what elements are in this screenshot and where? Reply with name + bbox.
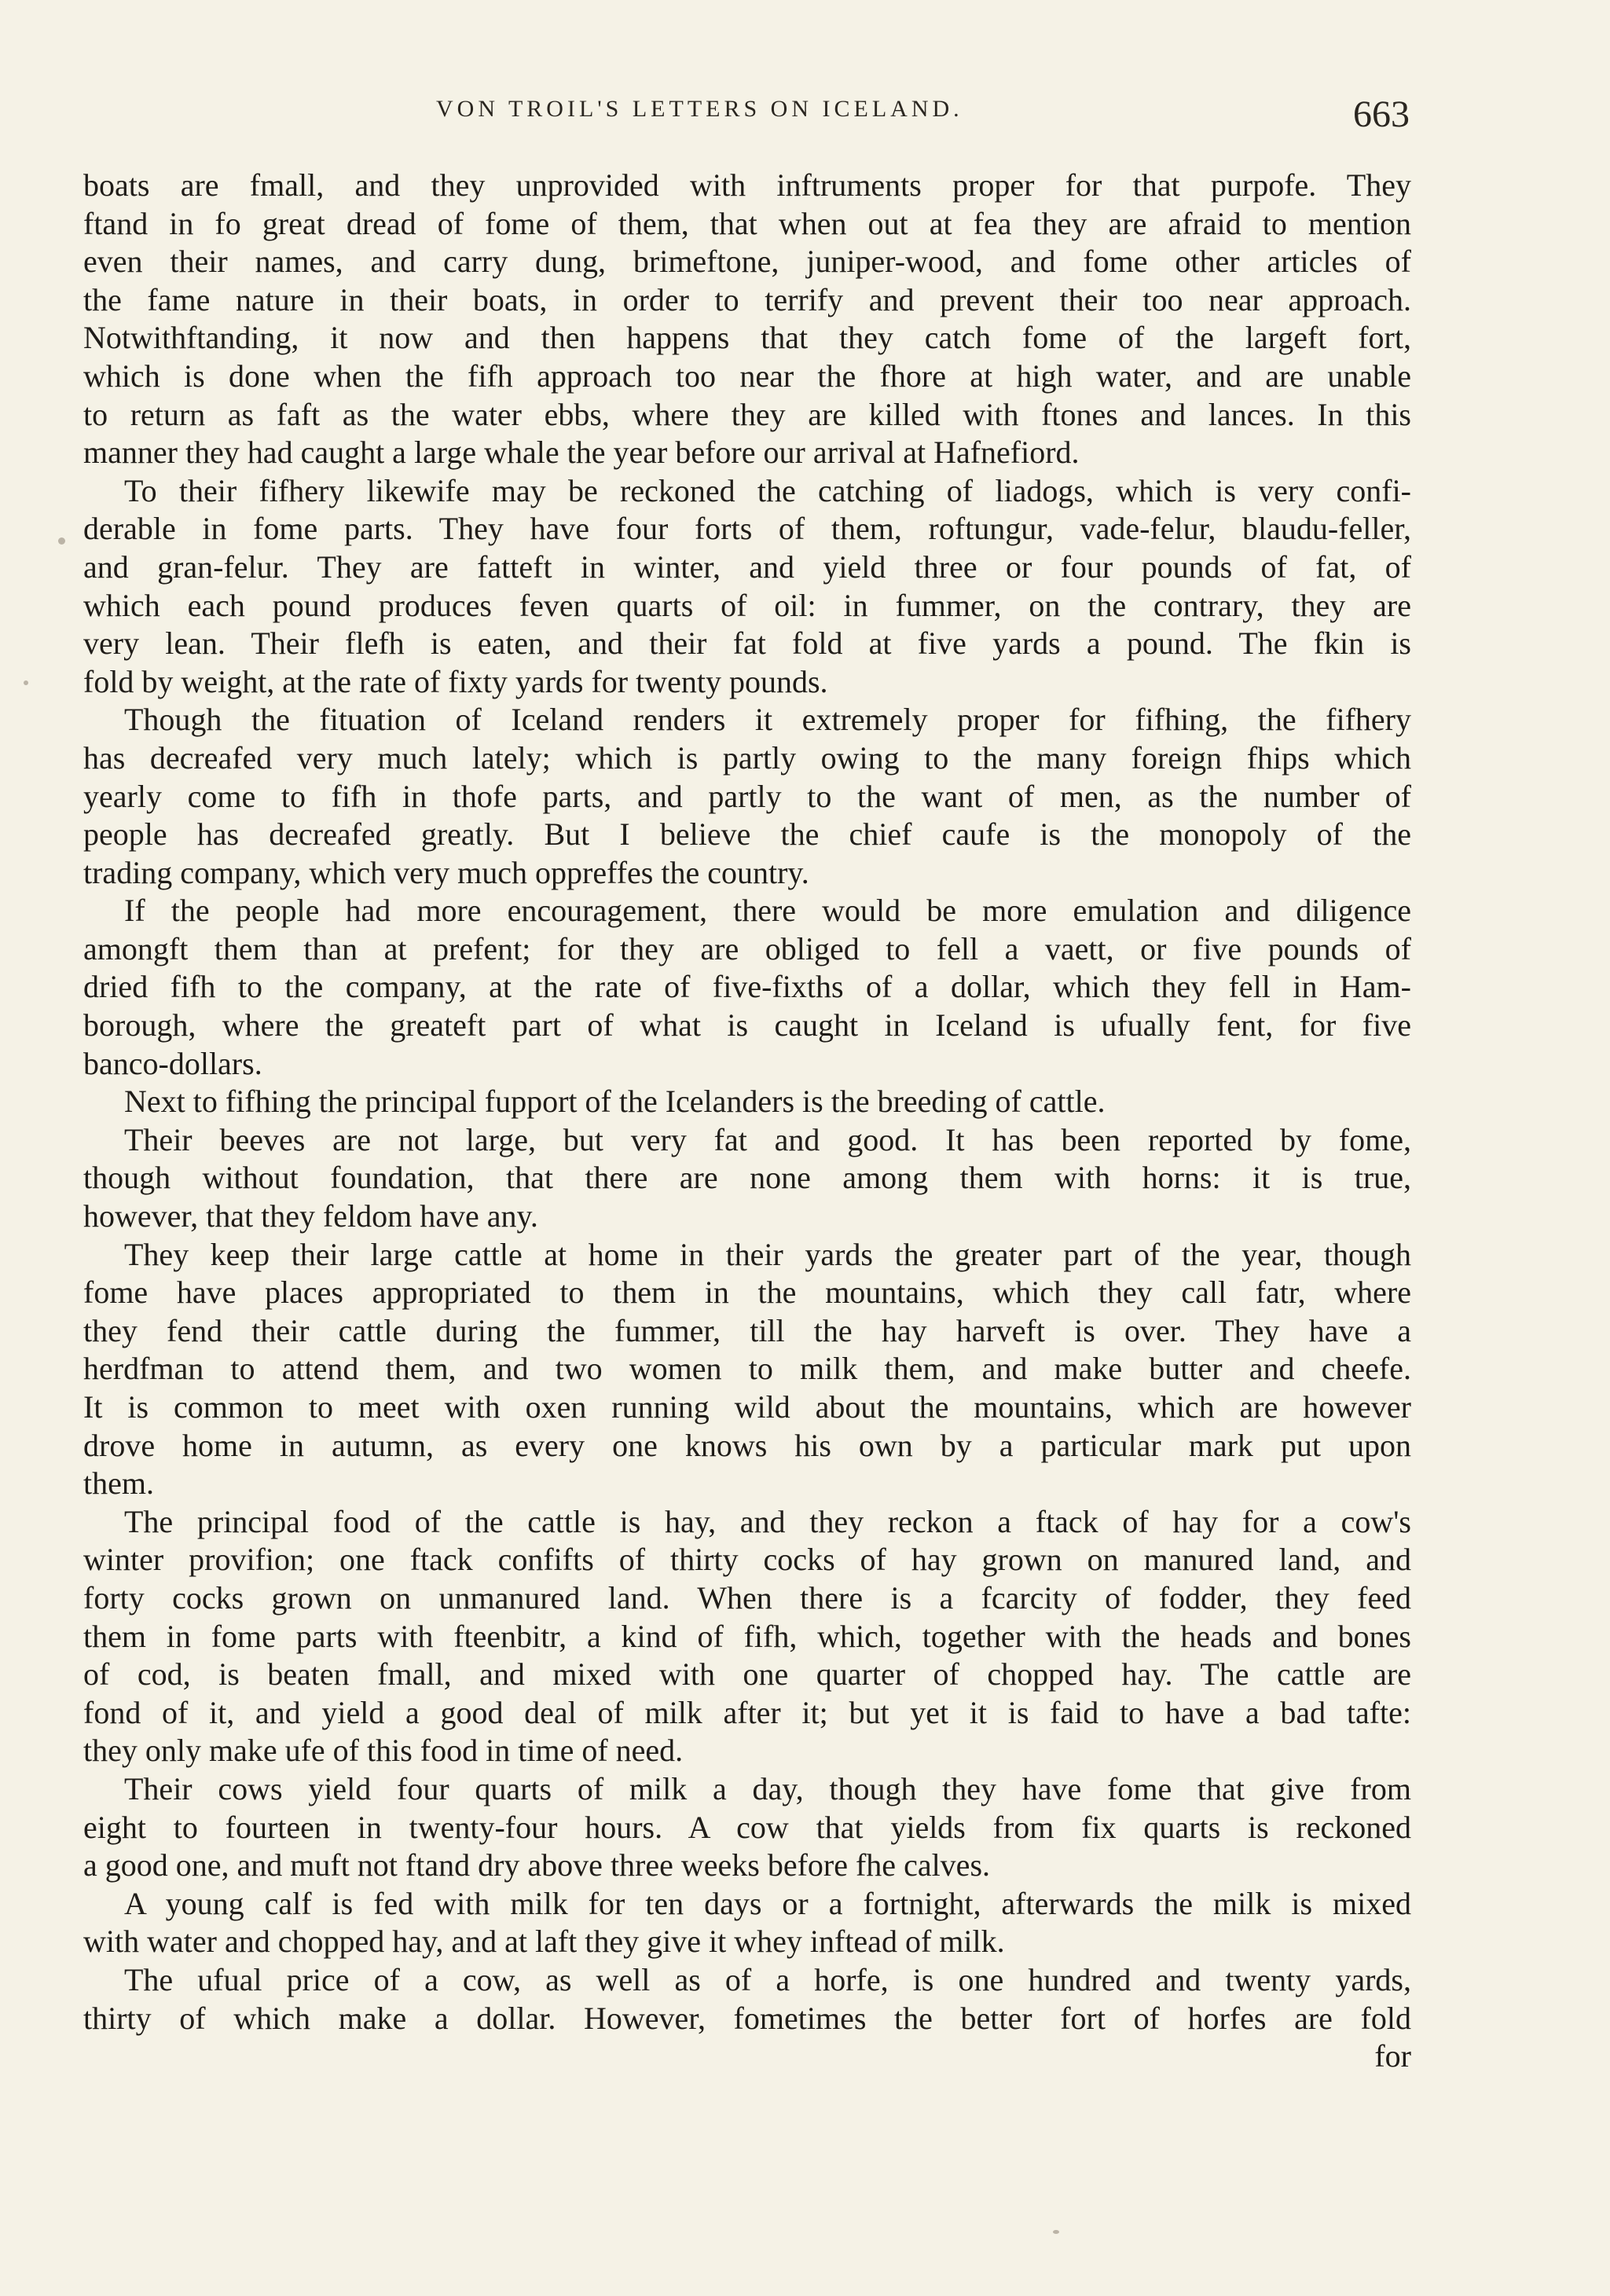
text-line: with water and chopped hay, and at laft they give it whey inftead of milk. — [83, 1924, 1005, 1960]
text-line: which is done when the fifh approach too near the fhore at high water, and are unable — [83, 358, 1411, 394]
margin-speck — [58, 537, 65, 545]
text-line: The ufual price of a cow, as well as of a horfe, is one hundred and twenty yards, — [124, 1961, 1411, 1997]
text-line: borough, where the greateft part of what is caught in Iceland is ufually fent, for five — [83, 1007, 1411, 1043]
text-line: The principal food of the cattle is hay, and they reckon a ftack of hay for a cow's — [124, 1503, 1411, 1539]
text-line: very lean. Their flefh is eaten, and their fat fold at five yards a pound. The fkin is — [83, 625, 1411, 662]
text-line: Notwithftanding, it now and then happens that they catch fome of the largeft fort, — [83, 320, 1411, 356]
text-line: thirty of which make a dollar. However, fometimes the better fort of horfes are fold — [83, 2000, 1411, 2036]
text-line: people has decreafed greatly. But I believe the chief caufe is the monopoly of the — [83, 816, 1411, 853]
margin-speck — [24, 680, 28, 685]
text-line: Their beeves are not large, but very fat and good. It has been reported by fome, — [124, 1121, 1411, 1157]
text-line: If the people had more encouragement, there would be more emulation and diligence — [124, 893, 1411, 929]
text-line: boats are fmall, and they unprovided with inftruments proper for that purpofe. They — [83, 167, 1411, 203]
text-line: which each pound produces feven quarts of oil: in fummer, on the contrary, they are — [83, 587, 1411, 623]
text-line: them in fome parts with fteenbitr, a kind of fifh, which, together with the heads and bones — [83, 1618, 1411, 1654]
text-line: of cod, is beaten fmall, and mixed with one quarter of chopped hay. The cattle are — [83, 1656, 1411, 1693]
text-line: fond of it, and yield a good deal of milk after it; but yet it is faid to have a bad tafte: — [83, 1694, 1411, 1730]
text-line: has decreafed very much lately; which is partly owing to the many foreign fhips which — [83, 739, 1411, 776]
text-line: To their fifhery likewife may be reckoned the catching of liadogs, which is very confi- — [124, 472, 1411, 508]
text-line: amongft them than at prefent; for they are obliged to fell a vaett, or five pounds of — [83, 930, 1411, 966]
text-line: fold by weight, at the rate of fixty yards for twenty pounds. — [83, 663, 828, 699]
text-line: manner they had caught a large whale the year before our arrival at Hafnefiord. — [83, 435, 1080, 471]
margin-speck — [1053, 2230, 1059, 2234]
text-line: ftand in fo great dread of fome of them, that when out at fea they are afraid to mention — [83, 205, 1411, 241]
page-number: 663 — [1353, 94, 1410, 135]
text-line: Though the fituation of Iceland renders it extremely proper for fifhing, the fifhery — [124, 702, 1411, 738]
text-line: a good one, and muft not ftand dry above three weeks before fhe calves. — [83, 1847, 991, 1883]
text-line: trading company, which very much oppreffes the country. — [83, 854, 809, 890]
text-line: though without foundation, that there are none among them with horns: it is true, — [83, 1160, 1411, 1196]
text-line: they only make ufe of this food in time of need. — [83, 1733, 684, 1769]
text-line: dried fifh to the company, at the rate of five-fixths of a dollar, which they fell in Ham- — [83, 969, 1411, 1005]
text-line: They keep their large cattle at home in their yards the greater part of the year, though — [124, 1236, 1411, 1272]
text-line: forty cocks grown on unmanured land. When there is a fcarcity of fodder, they feed — [83, 1579, 1411, 1616]
catchword: for — [1374, 2038, 1411, 2074]
text-line: and gran-felur. They are fatteft in winter, and yield three or four pounds of fat, of — [83, 548, 1411, 585]
text-line: derable in fome parts. They have four forts of them, roftungur, vade-felur, blaudu-feller, — [83, 511, 1411, 547]
text-line: banco-dollars. — [83, 1045, 262, 1081]
text-line: It is common to meet with oxen running wild about the mountains, which are however — [83, 1389, 1411, 1425]
text-line: however, that they feldom have any. — [83, 1198, 538, 1234]
text-line: A young calf is fed with milk for ten days or a fortnight, afterwards the milk is mixed — [124, 1885, 1411, 1921]
text-line: yearly come to fifh in thofe parts, and partly to the want of men, as the number of — [83, 778, 1411, 814]
text-line: drove home in autumn, as every one knows his own by a particular mark put upon — [83, 1427, 1411, 1463]
text-line: them. — [83, 1465, 154, 1502]
text-line: eight to fourteen in twenty-four hours. A cow that yields from fix quarts is reckoned — [83, 1809, 1411, 1845]
text-line: they fend their cattle during the fummer, till the hay harveft is over. They have a — [83, 1312, 1411, 1348]
body-text — [83, 167, 1411, 2076]
text-line: herdfman to attend them, and two women to milk them, and make butter and cheefe. — [83, 1351, 1411, 1387]
text-line: to return as faft as the water ebbs, where they are killed with ftones and lances. In this — [83, 396, 1411, 432]
text-line: fome have places appropriated to them in the mountains, which they call fatr, where — [83, 1275, 1411, 1311]
text-line: the fame nature in their boats, in order to terrify and prevent their too near approach. — [83, 281, 1411, 317]
text-line: winter provifion; one ftack confifts of thirty cocks of hay grown on manured land, and — [83, 1542, 1411, 1578]
running-head: VON TROIL'S LETTERS ON ICELAND. — [436, 96, 963, 122]
text-line: Their cows yield four quarts of milk a day, though they have fome that give from — [124, 1770, 1411, 1806]
text-line: even their names, and carry dung, brimeftone, juniper-wood, and fome other articles of — [83, 244, 1411, 280]
text-line: Next to fifhing the principal fupport of the Icelanders is the breeding of cattle. — [124, 1084, 1106, 1120]
